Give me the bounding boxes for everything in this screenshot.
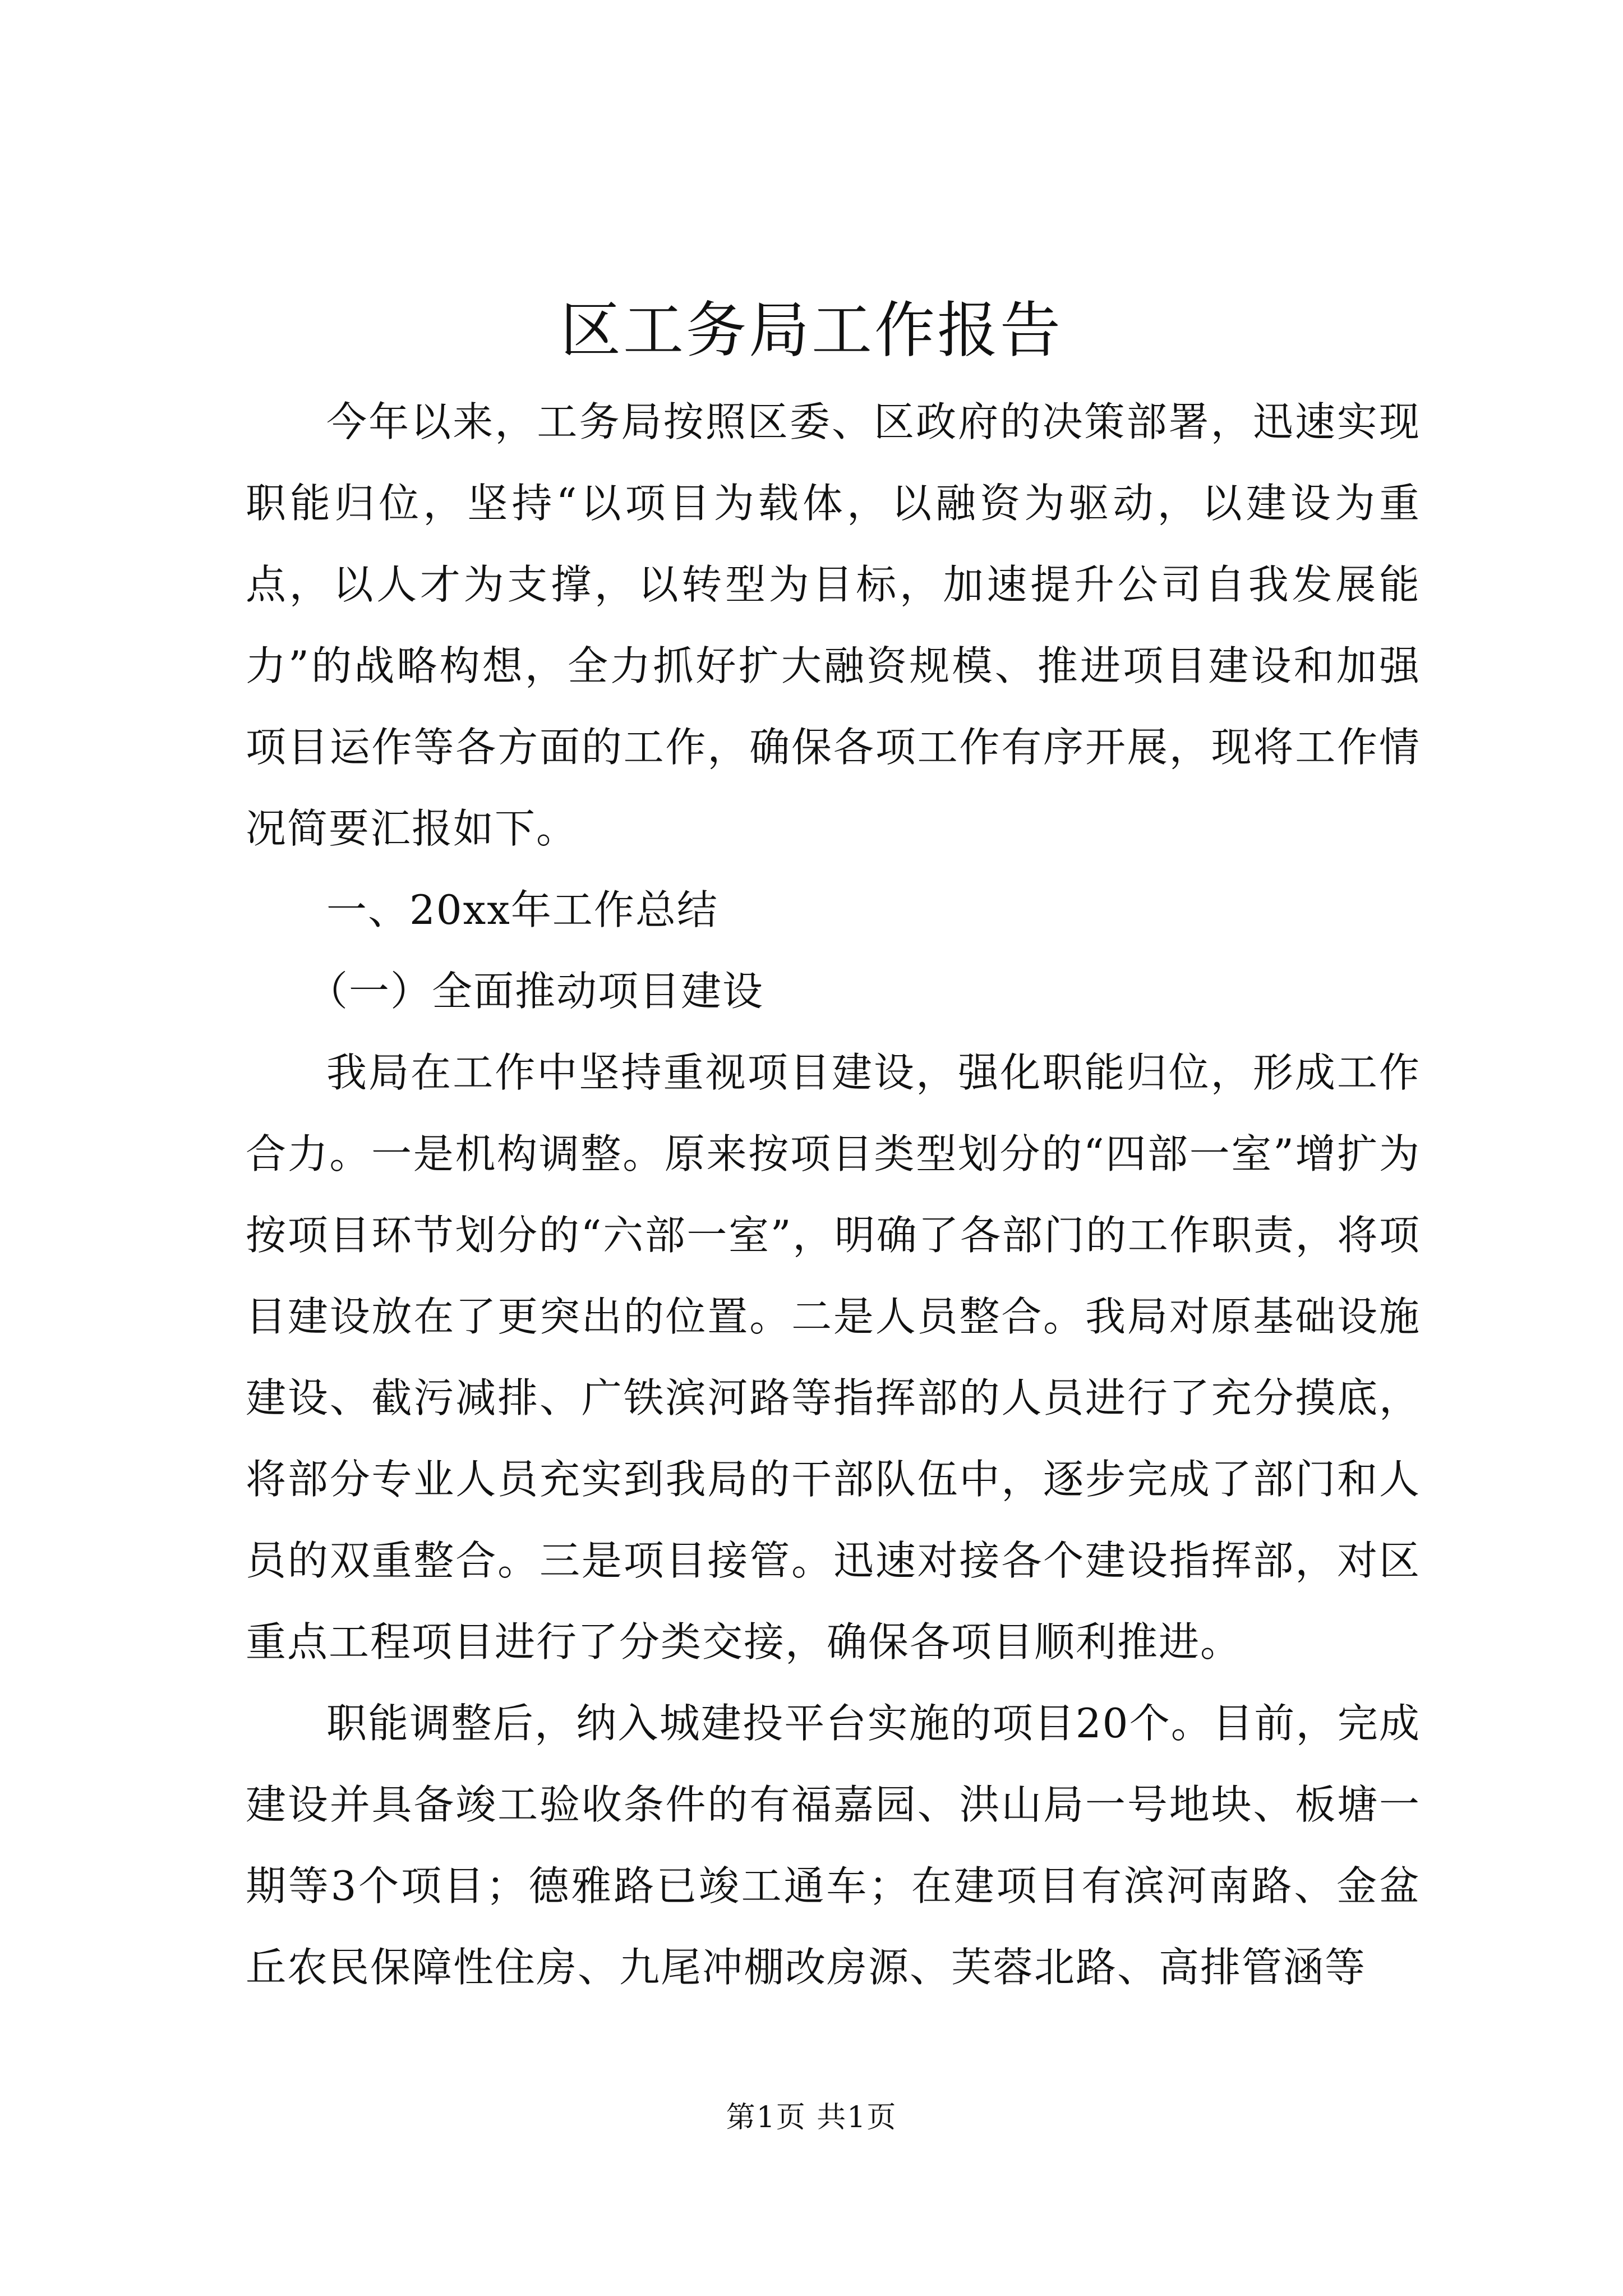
project-paragraph: 我局在工作中坚持重视项目建设，强化职能归位，形成工作合力。一是机构调整。原来按项目类型划分的“四部一室”增扩为按项目环节划分的“六部一室”，明确了各部门的工作职责，将项目建设放在了更突出的位置。二是人员整合。我局对原基础设施建设、截污减排、广铁滨河路等指挥部的人员进行了充分摸底，将部分专业人员充实到我局的干部队伍中，逐步完成了部门和人员的双重整合。三是项目接管。迅速对接各个建设指挥部，对区重点工程项目进行了分类交接，确保各项目顺利推进。 [246,1049,1421,1665]
intro-paragraph: 今年以来，工务局按照区委、区政府的决策部署，迅速实现职能归位，坚持“以项目为载体，以融资为驱动，以建设为重点，以人才为支撑，以转型为目标，加速提升公司自我发展能力”的战略构想，全力抓好扩大融资规模、推进项目建设和加强项目运作等各方面的工作，确保各项工作有序开展，现将工作情况简要汇报如下。 [246,398,1421,852]
subsection-heading: （一）全面推动项目建设 [307,968,764,1015]
page-title: 区工务局工作报告 [560,296,1063,366]
page-number-footer: 第1页 共1页 [726,2101,897,2134]
section-heading: 一、20xx年工作总结 [326,886,718,933]
status-paragraph: 职能调整后，纳入城建投平台实施的项目20个。目前，完成建设并具备竣工验收条件的有福嘉园、洪山局一号地块、板塘一期等3个项目；德雅路已竣工通车；在建项目有滨河南路、金盆丘农民保障性住房、九尾冲棚改房源、芙蓉北路、高排管涵等 [246,1700,1421,1991]
document-body [246,381,1421,2008]
